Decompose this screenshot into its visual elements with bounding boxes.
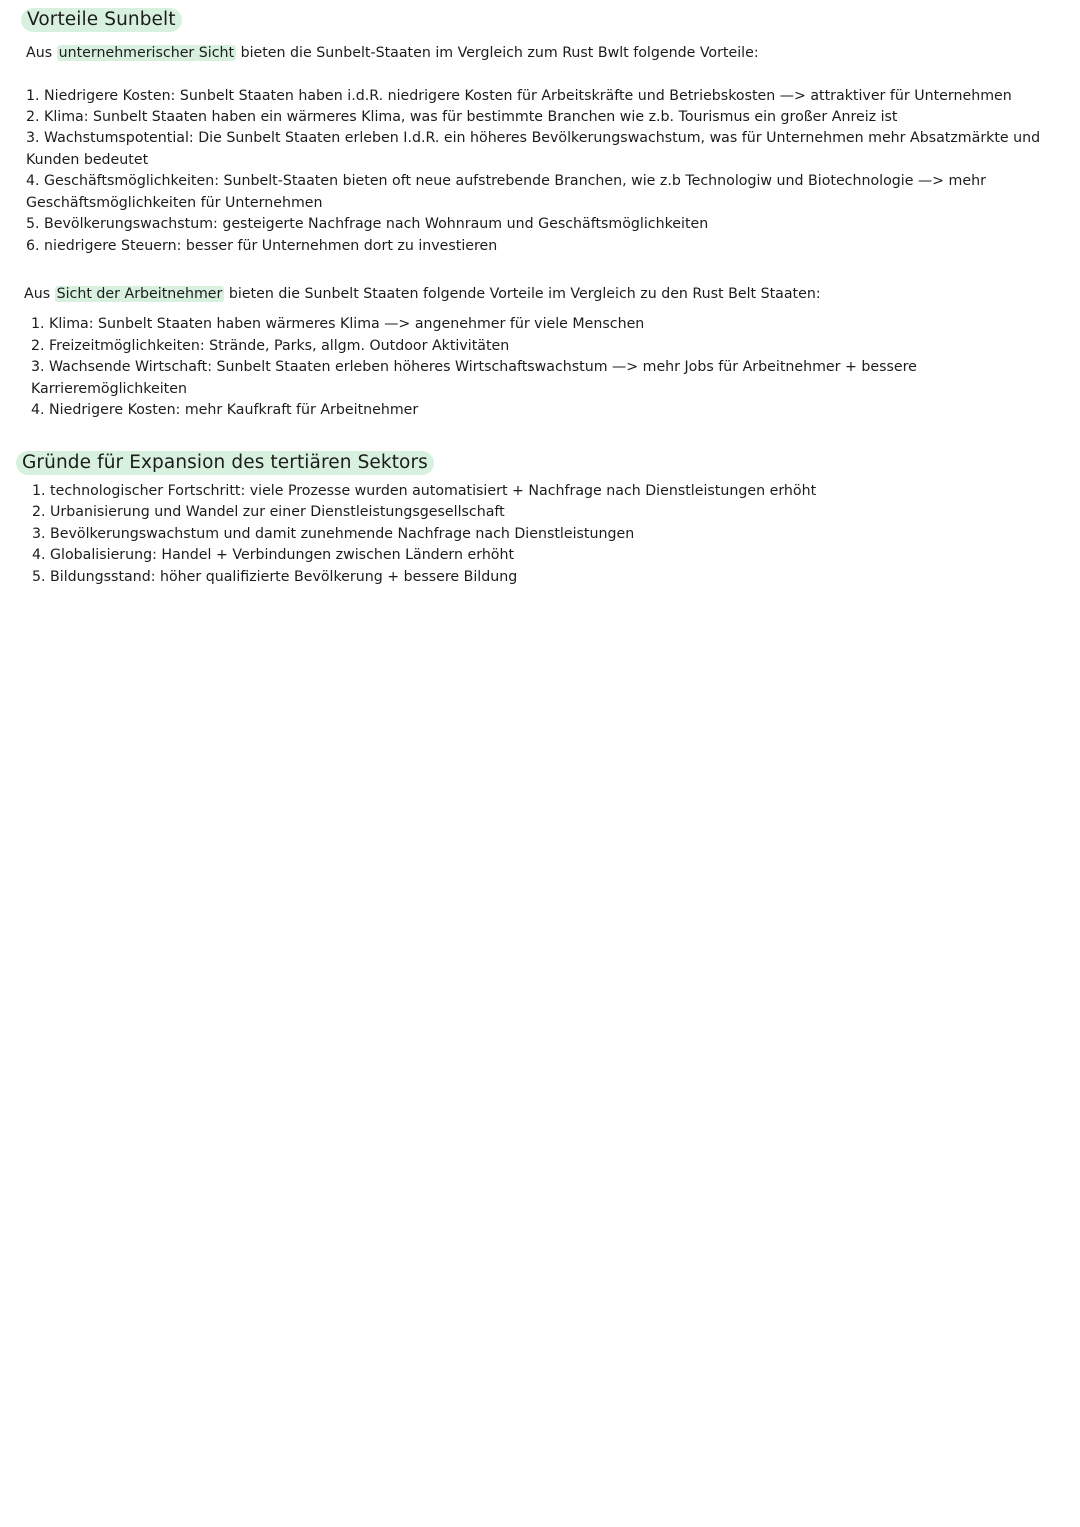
intro-arbeitnehmer-highlight: Sicht der Arbeitnehmer (56, 286, 223, 302)
intro-unternehmer-prefix: Aus (26, 45, 57, 61)
list-item-continuation: Geschäftsmöglichkeiten für Unternehmen (26, 195, 323, 211)
intro-arbeitnehmer-suffix: bieten die Sunbelt Staaten folgende Vorteile im Vergleich zu den Rust Belt Staaten: (224, 286, 821, 302)
intro-unternehmer (26, 43, 759, 65)
list-item: 2. Freizeitmöglichkeiten: Strände, Parks, allgm. Outdoor Aktivitäten (31, 338, 510, 354)
list-item: 3. Wachstumspotential: Die Sunbelt Staaten erleben I.d.R. ein höheres Bevölkerungswachstum, was für Unternehmen mehr Absatzmärkte und (26, 130, 1041, 146)
list-item: 5. Bildungsstand: höher qualifizierte Bevölkerung + bessere Bildung (32, 569, 518, 585)
intro-arbeitnehmer-prefix: Aus (24, 286, 55, 302)
list-item: 1. Niedrigere Kosten: Sunbelt Staaten haben i.d.R. niedrigere Kosten für Arbeitskräfte und Betriebskosten —> attraktiver für Unternehmen (26, 88, 1012, 104)
list-item: 2. Urbanisierung und Wandel zur einer Dienstleistungsgesellschaft (32, 504, 505, 520)
list-item: 1. technologischer Fortschritt: viele Prozesse wurden automatisiert + Nachfrage nach Dienstleistungen erhöht (32, 483, 817, 499)
list-item: 5. Bevölkerungswachstum: gesteigerte Nachfrage nach Wohnraum und Geschäftsmöglichkeiten (26, 216, 709, 232)
list-item-continuation: Kunden bedeutet (26, 152, 149, 168)
intro-arbeitnehmer (24, 284, 821, 306)
list-item: 4. Geschäftsmöglichkeiten: Sunbelt-Staaten bieten oft neue aufstrebende Branchen, wie z.b Technologiw und Biotechnologie —> mehr (26, 173, 986, 189)
section-heading-tertiaerer-sektor: Gründe für Expansion des tertiären Sektors (16, 451, 434, 475)
list-item: 6. niedrigere Steuern: besser für Unternehmen dort zu investieren (26, 238, 498, 254)
list-item: 2. Klima: Sunbelt Staaten haben ein wärmeres Klima, was für bestimmte Branchen wie z.b. Tourismus ein großer Anreiz ist (26, 109, 898, 125)
intro-unternehmer-suffix: bieten die Sunbelt-Staaten im Vergleich zum Rust Bwlt folgende Vorteile: (236, 45, 759, 61)
list-item: 3. Bevölkerungswachstum und damit zunehmende Nachfrage nach Dienstleistungen (32, 526, 635, 542)
list-item-continuation: Karrieremöglichkeiten (31, 381, 187, 397)
list-item: 3. Wachsende Wirtschaft: Sunbelt Staaten erleben höheres Wirtschaftswachstum —> mehr Jobs für Arbeitnehmer + bessere (31, 359, 917, 375)
list-item: 1. Klima: Sunbelt Staaten haben wärmeres Klima —> angenehmer für viele Menschen (31, 316, 645, 332)
section-heading-vorteile-sunbelt: Vorteile Sunbelt (21, 8, 182, 32)
intro-unternehmer-highlight: unternehmerischer Sicht (58, 45, 235, 61)
list-item: 4. Niedrigere Kosten: mehr Kaufkraft für Arbeitnehmer (31, 402, 419, 418)
list-item: 4. Globalisierung: Handel + Verbindungen zwischen Ländern erhöht (32, 547, 515, 563)
